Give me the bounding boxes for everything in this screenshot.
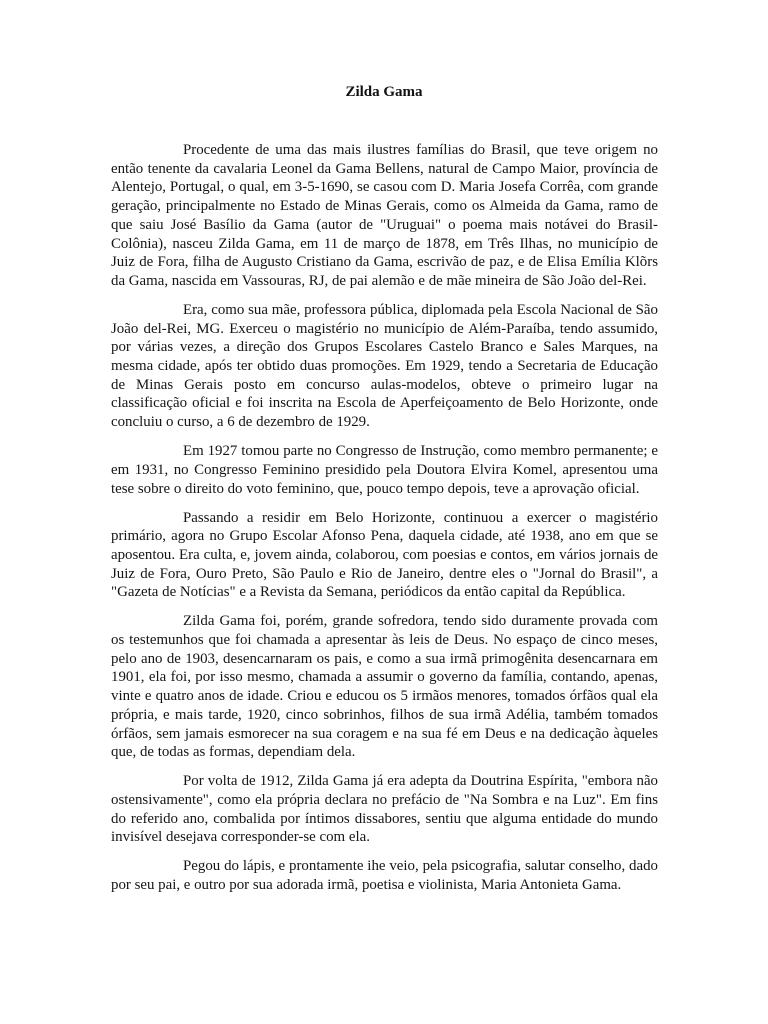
document-body <box>111 141 658 895</box>
document-title: Zilda Gama <box>345 84 423 100</box>
paragraph-belo-horizonte: Passando a residir em Belo Horizonte, continuou a exercer o magistério primário, agora no Grupo Escolar Afonso Pena, daquela cidade, até 1938, ano em que se aposentou. Era culta, e, jovem ainda, colaborou, com poesias e contos, em vários jornais de Juiz de Fora, Ouro Preto, São Paulo e Rio de Janeiro, dentre eles o "Jornal do Brasil", a "Gazeta de Notícias" e a Revista da Semana, periódicos da então capital da República. <box>111 509 658 601</box>
paragraph-teaching-career: Era, como sua mãe, professora pública, diplomada pela Escola Nacional de São João del-Rei, MG. Exerceu o magistério no município de Além-Paraíba, tendo assumido, por várias vezes, a direção dos Grupos Escolares Castelo Branco e Sales Marques, na mesma cidade, após ter obtido duas promoções. Em 1929, tendo a Secretaria de Educação de Minas Gerais posto em concurso aulas-modelos, obteve o primeiro lugar na classificação oficial e foi inscrita na Escola de Aperfeiçoamento de Belo Horizonte, onde concluiu o curso, a 6 de dezembro de 1929. <box>111 301 658 431</box>
paragraph-psychography: Pegou do lápis, e prontamente ihe veio, pela psicografia, salutar conselho, dado por seu pai, e outro por sua adorada irmã, poetisa e violinista, Maria Antonieta Gama. <box>111 858 658 894</box>
paragraph-ancestry: Procedente de uma das mais ilustres famílias do Brasil, que teve origem no então tenente da cavalaria Leonel da Gama Bellens, natural de Campo Maior, província de Alentejo, Portugal, o qual, em 3-5-1690, se casou com D. Maria Josefa Corrêa, com grande geração, principalmente no Estado de Minas Gerais, como os Almeida da Gama, ramo de que saiu José Basílio da Gama (autor de "Uruguai" o poema mais notávei do Brasil-Colônia), nasceu Zilda Gama, em 11 de março de 1878, em Três Ilhas, no município de Juiz de Fora, filha de Augusto Cristiano da Gama, escrivão de paz, e de Elisa Emília Klõrs da Gama, nascida em Vassouras, RJ, de pai alemão e de mãe mineira de São João del-Rei. <box>111 142 658 289</box>
paragraph-hardships: Zilda Gama foi, porém, grande sofredora, tendo sido duramente provada com os testemunhos que foi chamada a apresentar às leis de Deus. No espaço de cinco meses, pelo ano de 1903, desencarnaram os pais, e como a sua irmã primogênita desencarnara em 1901, ela foi, por isso mesmo, chamada a assumir o governo da família, contando, apenas, vinte e quatro anos de idade. Criou e educou os 5 irmãos menores, tomados órfãos qual ela própria, e mais tarde, 1920, cinco sobrinhos, filhos de sua irmã Adélia, também tomados órfãos, sem jamais esmorecer na sua coragem e na sua fé em Deus e na dedicação àqueles que, de todas as formas, dependiam dela. <box>111 613 658 761</box>
paragraph-spiritism: Por volta de 1912, Zilda Gama já era adepta da Doutrina Espírita, "embora não ostensivamente", como ela própria declara no prefácio de "Na Sombra e na Luz". Em fins do referido ano, combalida por íntimos dissabores, sentiu que alguma entidade do mundo invisível desejava corresponder-se com ela. <box>111 773 658 846</box>
paragraph-congresses: Em 1927 tomou parte no Congresso de Instrução, como membro permanente; e em 1931, no Congresso Feminino presidido pela Doutora Elvira Komel, apresentou uma tese sobre o direito do voto feminino, que, pouco tempo depois, teve a aprovação oficial. <box>111 443 658 497</box>
